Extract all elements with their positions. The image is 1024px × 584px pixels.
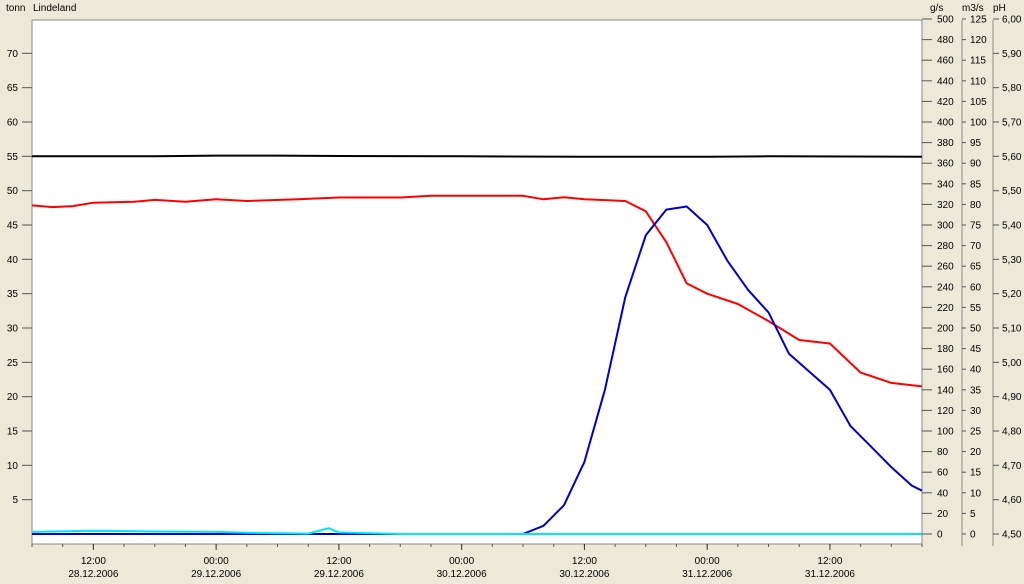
tick-label-m3s: 40	[970, 364, 982, 376]
tick-label-m3s: 30	[970, 405, 982, 417]
x-tick-time: 12:00	[326, 556, 352, 567]
x-tick-date: 29.12.2006	[191, 569, 242, 580]
tick-label-m3s: 60	[970, 282, 982, 294]
x-tick-date: 31.12.2006	[682, 569, 733, 580]
tick-label-ph: 5,70	[1002, 117, 1022, 129]
tick-label-m3s: 100	[970, 117, 987, 129]
tick-label-gs: 480	[937, 35, 954, 47]
tick-label-ph: 5,30	[1002, 254, 1022, 266]
plot-area	[32, 20, 922, 544]
x-tick-date: 31.12.2006	[804, 569, 855, 580]
tick-label-gs: 260	[937, 261, 954, 273]
tick-label-m3s: 90	[970, 158, 982, 170]
tick-label-m3s: 35	[970, 385, 982, 397]
tick-label-gs: 240	[937, 282, 954, 294]
tick-label-m3s: 115	[970, 55, 986, 67]
tick-label-ph: 5,90	[1002, 48, 1022, 60]
tick-label-ph: 4,70	[1002, 460, 1022, 472]
x-tick-date: 28.12.2006	[68, 569, 119, 580]
tick-label-m3s: 95	[970, 138, 982, 150]
tick-label-m3s: 75	[970, 220, 982, 232]
tick-label-tonn: 60	[6, 117, 18, 129]
tick-label-tonn: 30	[6, 323, 18, 335]
tick-label-tonn: 40	[6, 254, 18, 266]
tick-label-m3s: 125	[970, 14, 987, 26]
tick-label-m3s: 105	[970, 96, 987, 108]
x-tick-time: 00:00	[203, 556, 229, 567]
tick-label-gs: 60	[937, 467, 949, 479]
x-tick-time: 12:00	[571, 556, 597, 567]
tick-label-ph: 6,00	[1002, 14, 1022, 26]
tick-label-tonn: 25	[6, 357, 18, 369]
tick-label-ph: 5,50	[1002, 186, 1022, 198]
tick-label-ph: 4,50	[1002, 529, 1022, 541]
tick-label-ph: 5,40	[1002, 220, 1022, 232]
series-line-0	[32, 156, 922, 157]
tick-label-tonn: 15	[6, 426, 18, 438]
tick-label-tonn: 35	[6, 289, 18, 301]
tick-label-ph: 5,00	[1002, 357, 1022, 369]
tick-label-gs: 180	[937, 344, 954, 356]
axis-label-ph: pH	[993, 3, 1006, 14]
tick-label-tonn: 10	[6, 460, 18, 472]
tick-label-tonn: 70	[6, 48, 18, 60]
tick-label-tonn: 5	[12, 495, 18, 507]
tick-label-gs: 420	[937, 96, 954, 108]
tick-label-m3s: 55	[970, 302, 982, 314]
tick-label-m3s: 65	[970, 261, 982, 273]
x-tick-time: 12:00	[817, 556, 843, 567]
tick-label-gs: 80	[937, 447, 949, 459]
tick-label-tonn: 65	[6, 83, 18, 95]
tick-label-m3s: 25	[970, 426, 982, 438]
tick-label-gs: 120	[937, 405, 954, 417]
chart-title: Lindeland	[33, 3, 77, 14]
tick-label-gs: 400	[937, 117, 954, 129]
tick-label-gs: 160	[937, 364, 954, 376]
tick-label-m3s: 0	[970, 529, 976, 541]
tick-label-gs: 20	[937, 508, 949, 520]
tick-label-m3s: 20	[970, 447, 982, 459]
tick-label-m3s: 85	[970, 179, 982, 191]
tick-label-ph: 5,80	[1002, 83, 1022, 95]
tick-label-m3s: 5	[970, 508, 976, 520]
tick-label-gs: 140	[937, 385, 954, 397]
tick-label-gs: 40	[937, 488, 949, 500]
x-tick-date: 29.12.2006	[313, 569, 364, 580]
tick-label-m3s: 50	[970, 323, 982, 335]
tick-label-m3s: 15	[970, 467, 982, 479]
tick-label-gs: 380	[937, 138, 954, 150]
tick-label-gs: 460	[937, 55, 954, 67]
tick-label-m3s: 120	[970, 35, 987, 47]
tick-label-gs: 100	[937, 426, 954, 438]
tick-label-gs: 300	[937, 220, 954, 232]
tick-label-gs: 280	[937, 241, 954, 253]
tick-label-ph: 5,60	[1002, 151, 1022, 163]
tick-label-ph: 4,80	[1002, 426, 1022, 438]
tick-label-gs: 200	[937, 323, 954, 335]
tick-label-tonn: 55	[6, 151, 18, 163]
tick-label-gs: 320	[937, 199, 954, 211]
tick-label-gs: 220	[937, 302, 954, 314]
tick-label-m3s: 10	[970, 488, 982, 500]
axis-label-tonn: tonn	[6, 3, 26, 14]
x-tick-time: 00:00	[449, 556, 475, 567]
axis-label-gs: g/s	[930, 3, 944, 14]
tick-label-ph: 5,10	[1002, 323, 1022, 335]
x-tick-time: 00:00	[694, 556, 720, 567]
tick-label-gs: 500	[937, 14, 954, 26]
tick-label-tonn: 20	[6, 392, 18, 404]
tick-label-gs: 0	[937, 529, 943, 541]
tick-label-m3s: 45	[970, 344, 982, 356]
x-tick-time: 12:00	[80, 556, 106, 567]
tick-label-gs: 440	[937, 76, 954, 88]
x-tick-date: 30.12.2006	[436, 569, 487, 580]
tick-label-m3s: 110	[970, 76, 986, 88]
tick-label-gs: 340	[937, 179, 954, 191]
tick-label-ph: 4,60	[1002, 495, 1022, 507]
tick-label-m3s: 80	[970, 199, 982, 211]
axis-label-m3s: m3/s	[962, 3, 984, 14]
tick-label-ph: 5,20	[1002, 289, 1022, 301]
tick-label-gs: 360	[937, 158, 954, 170]
tick-label-ph: 4,90	[1002, 392, 1022, 404]
tick-label-tonn: 45	[6, 220, 18, 232]
x-tick-date: 30.12.2006	[559, 569, 610, 580]
tick-label-tonn: 50	[6, 186, 18, 198]
tick-label-m3s: 70	[970, 241, 982, 253]
